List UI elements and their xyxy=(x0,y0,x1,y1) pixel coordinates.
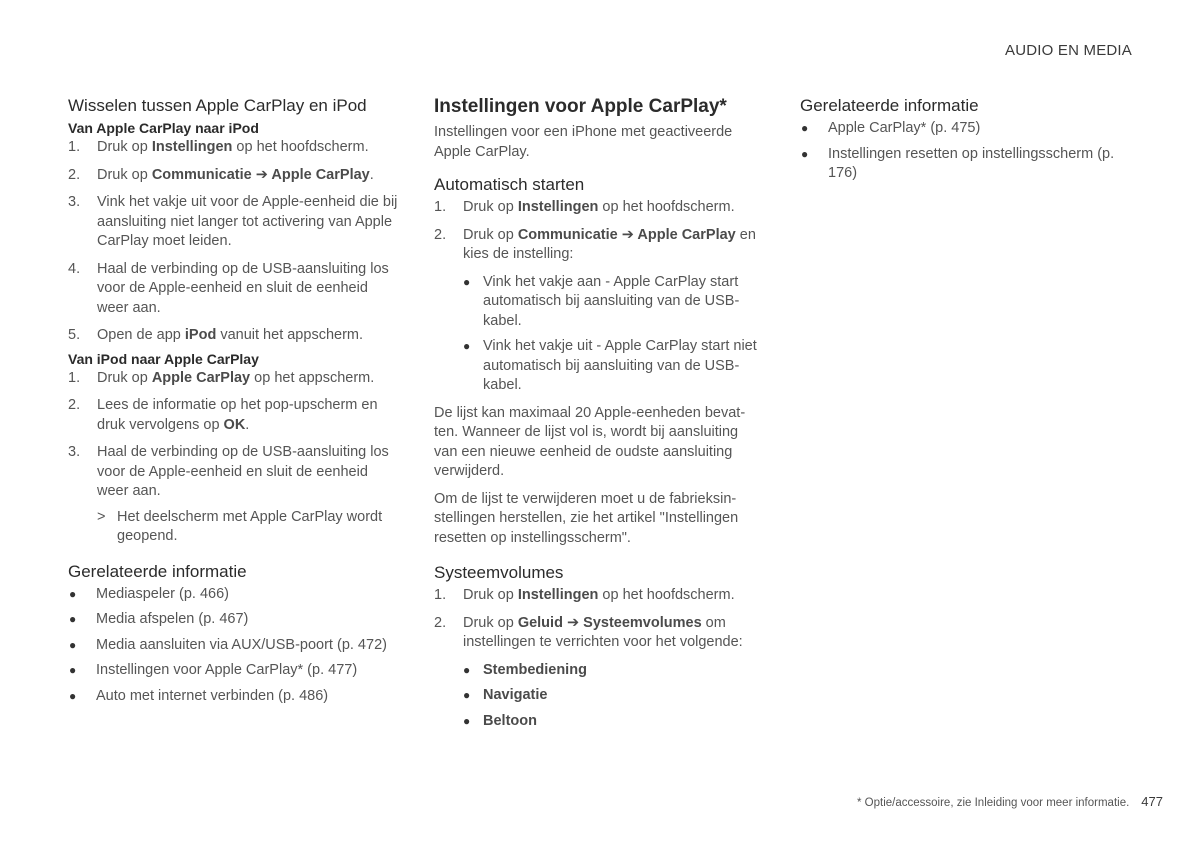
ui-label-instellingen: Instellingen xyxy=(517,587,599,603)
result-marker: > xyxy=(97,508,106,525)
related-info-heading: Gerelateerde informatie xyxy=(68,561,247,581)
ui-label-instellingen: Instellingen xyxy=(517,199,599,215)
ui-label-communicatie: Communicatie xyxy=(517,226,618,243)
bullet-icon: ● xyxy=(463,713,471,728)
column-middle xyxy=(434,95,764,739)
list-item: ● Vink het vakje aan - Apple CarPlay start automatisch bij aansluiting van de USB-kabel. xyxy=(463,273,740,329)
column-right xyxy=(800,95,1120,190)
list-item: ● Stembediening xyxy=(463,661,764,681)
step-2: 2. Druk op Communicatie ➔ Apple CarPlay en kies de instelling: ● Vink het vakje aan - Apple CarPlay start automatisch bij aansluiting van de USB-kabel. ● Vink het vakje uit - Apple CarPlay start niet automatisch bij aansluiting van de USB-kabel. xyxy=(434,226,764,396)
bullet-icon: ● xyxy=(69,586,77,601)
step-1: 1. Druk op Apple CarPlay op het appscherm. xyxy=(68,369,375,386)
step-2: 2. Druk op Geluid ➔ Systeemvolumes om instellingen te verrichten voor het volgende: ● Stembediening ● Navigatie ● Beltoon xyxy=(434,614,764,732)
arrow-right-icon: ➔ xyxy=(562,614,584,631)
bullet-icon: ● xyxy=(463,274,471,289)
bullet-icon: ● xyxy=(463,662,471,677)
related-info-list xyxy=(800,119,1120,184)
list-item[interactable]: ● Apple CarPlay* (p. 475) xyxy=(800,119,1120,139)
list-item: ● Beltoon xyxy=(463,712,764,732)
paragraph-list-limit: De lijst kan maximaal 20 Apple-eenheden bevatten. Wanneer de lijst vol is, wordt bij aansluiting van een nieuwe eenheid de oudste aansluiting verwijderd. xyxy=(434,404,746,479)
related-info-list xyxy=(68,585,398,707)
list-item[interactable]: ● Media afspelen (p. 467) xyxy=(68,610,398,630)
list-item[interactable]: ● Instellingen voor Apple CarPlay* (p. 477) xyxy=(68,661,398,681)
step-3: 3. Haal de verbinding op de USB-aansluiting los voor de Apple-eenheid en sluit de eenheid weer aan. > Het deelscherm met Apple CarPlay wordt geopend. xyxy=(68,443,398,547)
arrow-right-icon: ➔ xyxy=(617,226,638,243)
ui-label-ok: OK xyxy=(223,416,246,433)
heading-auto-start: Automatisch starten xyxy=(434,175,585,194)
column-left xyxy=(68,95,398,712)
list-item[interactable]: ● Media aansluiten via AUX/USB-poort (p. 472) xyxy=(68,636,398,656)
step-1: 1. Druk op Instellingen op het hoofdscherm. xyxy=(68,139,369,155)
running-header: AUDIO EN MEDIA xyxy=(1005,42,1132,59)
step-5: 5. Open de app iPod vanuit het appscherm. xyxy=(68,327,364,343)
page-title: Instellingen voor Apple CarPlay* xyxy=(434,96,727,117)
intro-text: Instellingen voor een iPhone met geactiveerde Apple CarPlay. xyxy=(434,124,733,160)
volume-options xyxy=(463,661,764,732)
step-2: 2. Lees de informatie op het pop-upscherm en druk vervolgens op OK. xyxy=(68,397,378,433)
ui-label-apple-carplay: Apple CarPlay xyxy=(271,166,370,183)
steps-ipod-to-carplay xyxy=(68,369,398,547)
bullet-icon: ● xyxy=(463,688,471,702)
bullet-icon: ● xyxy=(69,612,77,626)
ui-label-communicatie: Communicatie xyxy=(151,166,252,183)
paragraph-clear-list: Om de lijst te verwijderen moet u de fabrieksinstellingen herstellen, zie het artikel "Instellingen resetten op instellingsscherm". xyxy=(434,490,739,546)
section-title-switch: Wisselen tussen Apple CarPlay en iPod xyxy=(68,96,367,115)
steps-carplay-to-ipod xyxy=(68,138,398,346)
step-1: 1. Druk op Instellingen op het hoofdscherm. xyxy=(434,587,735,603)
step-3: 3. Vink het vakje uit voor de Apple-eenheid die bij aansluiting niet langer tot activering van Apple CarPlay moet leiden. xyxy=(68,194,398,249)
step-result: > Het deelscherm met Apple CarPlay wordt geopend. xyxy=(97,508,383,544)
bullet-icon: ● xyxy=(69,663,77,677)
bullet-icon: ● xyxy=(69,637,77,652)
related-info-heading: Gerelateerde informatie xyxy=(800,96,979,115)
auto-start-options xyxy=(463,273,764,396)
subheading-carplay-to-ipod: Van Apple CarPlay naar iPod xyxy=(68,120,259,136)
step-1: 1. Druk op Instellingen op het hoofdscherm. xyxy=(434,199,735,215)
heading-system-volumes: Systeemvolumes xyxy=(434,563,564,582)
step-4: 4. Haal de verbinding op de USB-aansluiting los voor de Apple-eenheid en sluit de eenheid weer aan. xyxy=(68,260,389,316)
ui-label-apple-carplay: Apple CarPlay xyxy=(637,226,736,243)
list-item[interactable]: ● Instellingen resetten op instellingsscherm (p. 176) xyxy=(801,145,1115,181)
list-item: ● Vink het vakje uit - Apple CarPlay start niet automatisch bij aansluiting van de USB-kabel. xyxy=(463,338,757,393)
bullet-icon: ● xyxy=(69,688,77,703)
footnote: * Optie/accessoire, zie Inleiding voor meer informatie. xyxy=(857,797,1130,809)
list-item: ● Navigatie xyxy=(463,686,764,706)
bullet-icon: ● xyxy=(801,121,809,135)
steps-auto-start xyxy=(434,198,764,396)
bullet-icon: ● xyxy=(801,146,809,161)
step-2: 2. Druk op Communicatie ➔ Apple CarPlay. xyxy=(68,166,374,183)
list-item[interactable]: ● Mediaspeler (p. 466) xyxy=(68,585,398,605)
ui-label-apple-carplay: Apple CarPlay xyxy=(151,369,251,386)
steps-system-volumes xyxy=(434,586,764,731)
bullet-icon: ● xyxy=(463,339,471,353)
ui-label-instellingen: Instellingen xyxy=(151,139,233,155)
ui-label-systeemvolumes: Systeemvolumes xyxy=(583,614,702,631)
page-footer xyxy=(857,792,1163,814)
list-item[interactable]: ● Auto met internet verbinden (p. 486) xyxy=(68,687,398,707)
ui-label-geluid: Geluid xyxy=(517,614,563,631)
ui-label-ipod: iPod xyxy=(184,327,217,343)
page-number: 477 xyxy=(1141,794,1163,809)
arrow-right-icon: ➔ xyxy=(251,166,272,183)
subheading-ipod-to-carplay: Van iPod naar Apple CarPlay xyxy=(68,350,259,367)
